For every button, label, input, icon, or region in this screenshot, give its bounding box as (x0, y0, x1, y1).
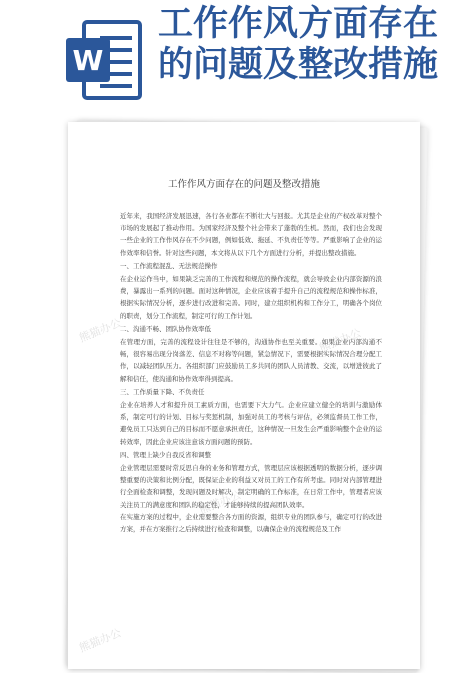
document-body (120, 210, 382, 535)
watermark: 熊猫办公 (77, 316, 124, 345)
section-heading: 三、工作质量下降、不负责任 (120, 387, 205, 396)
watermark: 熊猫办公 (317, 326, 364, 355)
watermark: 熊猫办公 (77, 626, 124, 655)
watermark: 熊猫办公 (197, 488, 244, 517)
svg-text:W: W (72, 44, 104, 77)
word-doc-icon (64, 18, 142, 102)
document-heading: 工作作风方面存在 的问题及整改措施 (158, 4, 439, 85)
section-heading: 一、工作流程混乱、无法规范操作 (120, 261, 218, 270)
section-heading: 四、管理上缺少自我反省和调整 (120, 450, 211, 459)
paragraph: 在企业运作当中，如果缺乏完善的工作流程和规范的操作流程，就会导致企业内部资源的浪费，暴露出一系列的问题。面对这种情况，企业应该着手提升自己的流程规范和操作标准，根据实际情况分析，逐步进行改进和完善。同时，建立组织机构和工作分工，明确各个岗位的职责，划分工作流程，制定可行的工作计划。 (120, 275, 382, 320)
document-title: 工作作风方面存在的问题及整改措施 (167, 179, 320, 190)
paragraph: 企业管理层需要时常反思自身的业务和管理方式，管理层应该根据透明的数据分析，逐步调整重要的决策和比例分配，既保证企业的利益又对员工的工作有所考虑。同时对内部管理进行全面检查和调整，发现问题及时解决，制定明确的工作标准，在日常工作中，管理者应该关注员工的满意度和团队的稳定性，才能够持续的提高团队效率。 (120, 464, 382, 509)
document-page (68, 122, 420, 669)
paragraph: 在实施方案的过程中，企业需要整合各方面的资源，组织专业的团队参与，确定可行的改进方案，并在方案推行之后持续进行检查和调整，以确保企业的流程规范及工作 (120, 512, 382, 534)
section-heading: 二、沟通不畅、团队协作效率低 (120, 324, 211, 333)
paragraph: 在管理方面，完善的流程设计往往是不够的，沟通协作也至关重要。如果企业内部沟通不畅，很容易出现分岗落差、信息不对称等问题，紧急情况下，需要根据实际情况合理分配工作，以减轻团队压力。各组织部门应鼓励员工多共同的团队人员清教、交流，以增进彼此了解和信任，使沟通和协作效率得到提高。 (120, 338, 382, 383)
paragraph: 企业在培养人才和提升员工素质方面，也需要下大力气。企业应建立健全的培训与激励体系，制定可行的计划、目标与奖惩机制，加强对员工的考核与评估，必须监督员工作工作，避免员工只达到自己的目标而不愿意承担责任，这种情况一旦发生会严重影响整个企业的运转效率，因此企业应该注意该方面问题的预防。 (120, 401, 382, 446)
paragraph: 近年来，我国经济发展迅速，各行各业都在不断壮大与回报。尤其是企业的产权改革对整个市场的发展起了推动作用。为国家经济及整个社会带来了蓬勃的生机。然而，我们也会发现一些企业的工作作风存在不少问题，例如低效、拖延、不负责任等等。严重影响了企业的运作效率和信誉。针对这些问题，本文将从以下几个方面进行分析，并提出整改措施。 (120, 212, 382, 257)
